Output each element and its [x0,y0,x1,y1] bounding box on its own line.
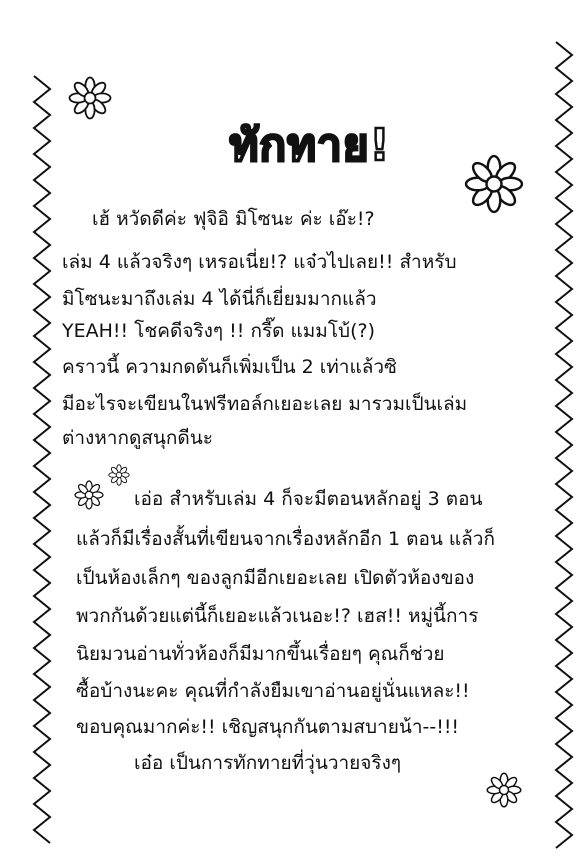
text-line: ซื้อบ้างนะคะ คุณที่กำลังยืมเขาอ่านอยู่นั่นแหละ!! [76,680,470,702]
text-line: YEAH!! โชคดีจริงๆ !! กรี๊ด แมมโบ้(?) [62,320,376,342]
text-line: แล้วก็มีเรื่องสั้นที่เขียนจากเรื่องหลักอีก 1 ตอน แล้วก็ [76,528,495,550]
flower-icon [486,772,522,808]
left-zigzag-border [30,0,54,860]
text-line: เป็นห้องเล็กๆ ของลูกมีอีกเยอะเลย เปิดตัวห้องของ [76,567,475,589]
text-line: เล่ม 4 แล้วจริงๆ เหรอเนี่ย!? แจ๋วไปเลย!! สำหรับ [62,251,457,273]
flower-icon [68,76,112,120]
text-line: เฮ้ หวัดดีค่ะ ฟุจิอิ มิโซนะ ค่ะ เอ๊ะ!? [92,208,375,230]
text-line: เอ่อ สำหรับเล่ม 4 ก็จะมีตอนหลักอยู่ 3 ตอน [134,488,483,510]
text-line: ต่างหากดูสนุกดีนะ [62,427,213,449]
text-line: พวกกันด้วยแต่นี้ก็เยอะแล้วเนอะ!? เฮส!! หมู่นี้การ [76,605,479,627]
flower-icon [74,480,104,510]
text-line: เอ๋อ เป็นการทักทายที่วุ่นวายจริงๆ [134,752,402,774]
flower-icon [464,154,524,214]
text-line: นิยมวนอ่านทั่วห้องก็มีมากขึ้นเรื่อยๆ คุณก็ช่วย [76,643,445,665]
right-zigzag-border [552,0,576,860]
text-line: คราวนี้ ความกดดันก็เพิ่มเป็น 2 เท่าแล้วซิ [62,356,397,378]
flower-icon [108,464,130,486]
text-line: ขอบคุณมากค่ะ!! เชิญสนุกกันตามสบายน้า--!!! [76,716,460,738]
text-line: มิโซนะมาถึงเล่ม 4 ได้นี่ก็เยี่ยมมากแล้ว [62,288,377,310]
text-line: มีอะไรจะเขียนในฟรีทอล์กเยอะเลย มารวมเป็นเล่ม [62,393,468,415]
page-title: ทักทาย! [229,120,391,171]
